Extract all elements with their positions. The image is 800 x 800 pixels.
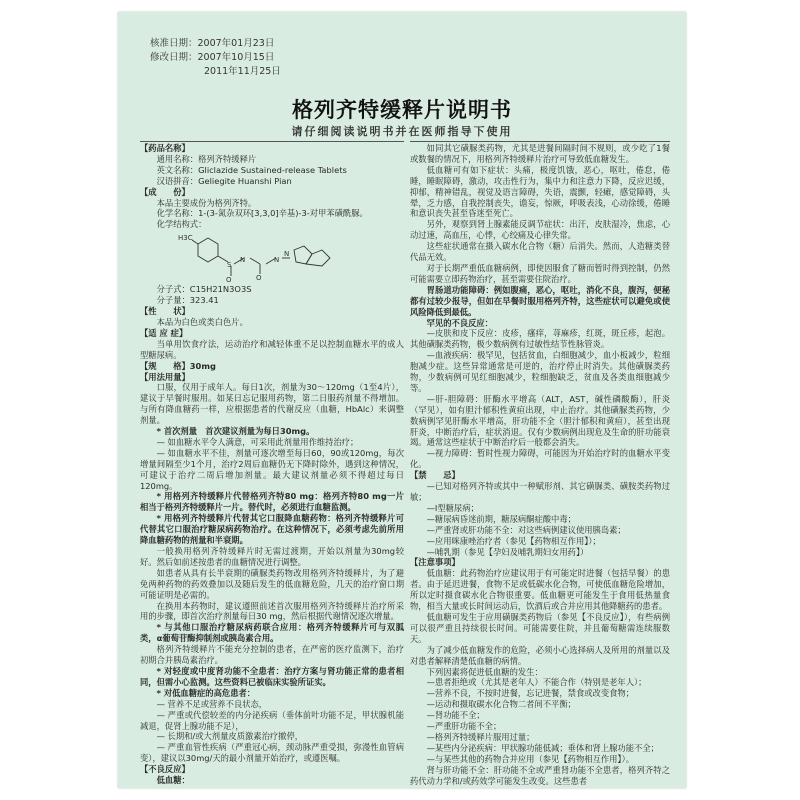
paragraph: 本品为白色或类白色片。 — [156, 316, 248, 327]
paragraph: — 严重血管性疾病（严重冠心病，颈动脉严重受损，弥漫性血管病变），建议以30mg/天的最小剂量开始治疗，或遵医嘱。 — [140, 742, 404, 764]
paragraph: 当单用饮食疗法，运动治疗和减轻体重不足以控制血糖水平的成人型糖尿病。 — [140, 338, 404, 360]
paragraph: 如同其它磺脲类药物，尤其是进餐间隔时间不规则，或少吃了1餐或数餐的情况下，用格列齐特缓释片治疗可导致低血糖发生。 — [410, 143, 670, 164]
svg-text:N: N — [284, 250, 290, 259]
paragraph: 对于长期严重低血糖病例，即使因服食了糖而暂时得到控制，仍然可能需要立即药物治疗，甚至需要住院治疗。 — [410, 262, 670, 284]
paragraph: —患者拒绝或（尤其是老年人）不能合作（特别是老年人）； — [426, 677, 647, 688]
section-heading: 【性 状】 — [140, 306, 190, 317]
section-heading: 【注意事项】 — [410, 557, 460, 568]
paragraph: —某些内分泌疾病：甲状腺功能低减；垂体和肾上腺功能不全； — [426, 742, 659, 753]
paragraph: 分子量：323.41 — [156, 295, 219, 306]
paragraph: * 对轻度或中度肾功能不全患者：治疗方案与肾功能正常的患者相同，但需小心监测。这些资料已被临床实验所证实。 — [140, 665, 404, 687]
paragraph: 英文名称：Gliclazide Sustained-release Tablets — [156, 164, 347, 175]
svg-text:O: O — [256, 274, 262, 283]
paragraph: —皮肤和皮下反应：皮疹，瘙痒，荨麻疹，红斑，斑丘疹，起泡。其他磺脲类药物，极少数病例有过敏性结节性脉管炎。 — [410, 328, 670, 350]
svg-text:N: N — [274, 256, 280, 265]
section-heading: 【不良反应】 — [140, 764, 190, 775]
paragraph: 另外，观察到肾上腺素能反调节症状：出汗，皮肤湿冷，焦虑，心动过速，高血压，心悸，心绞痛及心律失常。 — [410, 219, 670, 241]
revised-date: 修改日期：2007年10月15日 — [150, 52, 275, 63]
section-heading: 【规 格】30mg — [140, 360, 216, 371]
paragraph: — 营养不足或营养不良状态， — [156, 698, 268, 709]
paragraph: — 如血糖水平令人满意，可采用此剂量用作维持治疗； — [156, 436, 359, 447]
top-rule-right — [410, 141, 670, 142]
paragraph: * 用格列齐特缓释片代替格列齐特80 mg：格列齐特80 mg一片相当于格列齐特缓释片一片。替代时，必须进行血糖监测。 — [140, 491, 404, 513]
paragraph: —严重肾或肝功能不全：对这些病例建议使用胰岛素； — [426, 524, 626, 535]
svg-text:S: S — [227, 261, 232, 270]
paragraph: 格列齐特缓释片不能充分控制的患者，在严密的医疗监测下，治疗初期合并胰岛素治疗。 — [140, 644, 404, 666]
paragraph: * 用格列齐特缓释片代替其它口服降血糖药物：格列齐特缓释片可代替其它口服治疗糖尿病药物治疗。在这种情况下，必须考虑先前所用降血糖药物的剂量和半衰期。 — [140, 513, 404, 546]
paragraph: —严重肝功能不全； — [426, 721, 502, 732]
section-heading: 【药品名称】 — [140, 143, 190, 153]
chemical-structure — [140, 230, 404, 284]
paragraph: 罕见的不良反应： — [426, 317, 493, 328]
paragraph: 化学名称：1-(3-氮杂双环[3,3,0]辛基)-3-对甲苯磺酰脲。 — [156, 208, 368, 219]
paragraph: —肝-胆障碍：肝酶水平增高（ALT，AST，碱性磷酸酶），肝炎（罕见），如有胆汁郁积性黄疸出现，中止治疗。其他磺脲类药物，少数病例罕见肝酶水平增高，肝功能不全（胆汁郁积和黄疸），甚至出现肝炎，中断治疗后，症状消退。仅有少数病例出现危及生命的肝功能衰竭。通常这些症状于中断治疗后一般都会消失。 — [410, 393, 670, 448]
paragraph: — 长期和/或大剂量皮质激素治疗撤停， — [156, 731, 304, 742]
paragraph: 口服，仅用于成年人。每日1次，剂量为30～120mg（1至4片），建议于早餐时服用。如某日忘记服用药物，第二日服药剂量不得增加。与所有降血糖药一样，应根据患者的代谢反应（血糖，HbAlc）来调整剂量。 — [140, 382, 404, 426]
svg-text:N: N — [240, 256, 246, 265]
paragraph: 一般换用格列齐特缓释片时无需过渡期，开始以剂量为30mg较好。然后如前述按患者的血糖情况进行调整。 — [140, 546, 404, 567]
paragraph: —应用咪康唑治疗者（参见【药物相互作用】）； — [426, 535, 601, 546]
paragraph: 下列因素将促进低血糖的发生： — [426, 666, 543, 677]
paragraph: 通用名称：格列齐特缓释片 — [156, 153, 257, 164]
paragraph: 肾与肝功能不全：肝功能不全或严重肾功能不全患者，格列齐特之药代动力学和/或药效学可能发生改变。这些患者 — [410, 764, 670, 786]
paragraph: —I型糖尿病； — [426, 502, 479, 513]
left-column — [140, 140, 404, 786]
section-heading: 【成 份】 — [140, 186, 190, 197]
paragraph: 低血糖：此药物治疗应建议用于有可能定时进餐（包括早餐）的患者。由于延迟进餐，食物不足或低碳水化合物，可使低血糖危险增加，所以定时摄食碳水化合物很重要。低血糖更可能发生于食用低热量食物，相当大量或长时间运动后，饮酒后或合并应用其他降糖药的患者。 — [410, 568, 670, 612]
paragraph: 分子式：C15H21N3O3S — [156, 284, 252, 295]
section-heading: 【禁 忌】 — [410, 470, 460, 481]
leaflet-sheet — [118, 12, 686, 788]
paragraph: — 如血糖水平不佳，剂量可逐次增至每日60，90或120mg，每次增量间隔至少1个月，治疗2周后血糖仍无下降时除外，遇到这种情况，可建议于治疗二周后增加剂量。最大建议剂量必须不得超过每日120mg。 — [140, 447, 404, 491]
section-heading: 【适 应 症】 — [140, 327, 188, 338]
paragraph: 如患者从具有长半衰期的磺脲类药物改用格列齐特缓释片，为了避免两种药物的药效叠加以及随后发生的低血糖危险，几天的治疗窗口期可能证明是必需的。 — [140, 567, 404, 600]
paragraph: 在换用本药物时，建议遵照前述首次服用格列齐特缓释片治疗所采用的步骤，即首次治疗剂量每日30 mg，然后根据代谢情况逐次增量。 — [140, 600, 404, 622]
paragraph: 化学结构式： — [156, 219, 207, 230]
paragraph: 汉语拼音：Geliegite Huanshi Pian — [156, 175, 292, 186]
paragraph: —血液疾病：极罕见，包括贫血，白细胞减少，血小板减少，粒细胞减少症。这些异常通常是可逆的，治疗停止时消失。其他磺脲类药物，少数病例可见红细胞减少，粒细胞缺乏，贫血及各类血细胞减少等。 — [410, 350, 670, 393]
paragraph: —肾功能不全； — [426, 710, 485, 721]
paragraph: 低血糖可发生于应用磺脲类药物后（参见【不良反应】），有些病例可以很严重且持续很长时间。可能需要住院，并且葡萄糖需连续服数天。 — [410, 611, 670, 644]
paragraph: * 首次剂量 首次建议剂量为每日30mg。 — [156, 426, 315, 437]
svg-text:O: O — [226, 276, 232, 285]
paragraph: 为了减少低血糖发作的危险，必须小心选择病人及所用的剂量以及对患者解释清楚低血糖的病情。 — [410, 644, 670, 666]
top-rule-left — [140, 141, 404, 142]
svg-text:H3C: H3C — [178, 234, 193, 243]
paragraph: * 与其他口服治疗糖尿病药联合应用：格列齐特缓释片可与双胍类，α葡萄苷酶抑制剂或胰岛素合用。 — [140, 622, 404, 644]
paragraph: * 对低血糖症的高危患者： — [156, 687, 256, 698]
paragraph: —格列齐特缓释片服用过量； — [426, 731, 535, 742]
page-subtitle: 请仔细阅读说明书并在医师指导下使用 — [291, 125, 513, 138]
paragraph: —已知对格列齐特或其中一种赋形剂、其它磺脲类、磺胺类药物过敏； — [410, 481, 670, 502]
paragraph: —糖尿病昏迷前期，糖尿病酮症酸中毒； — [426, 513, 576, 524]
paragraph: 本品主要成份为格列齐特。 — [156, 197, 257, 208]
approved-date: 核准日期：2007年01月23日 — [150, 38, 275, 49]
section-heading: 【用法用量】 — [140, 371, 190, 382]
right-column — [410, 140, 670, 786]
paragraph: —运动和摄取碳水化合物二者间不平衡； — [426, 699, 576, 710]
paragraph: 低血糖： — [156, 775, 190, 786]
paragraph: 胃肠道功能障碍：例如腹痛，恶心，呕吐，消化不良，腹泻，便秘都有过较少报导，但如在早餐时服用格列齐特，这些症状可以避免或使风险降低到最低。 — [410, 284, 670, 317]
paragraph: 这些症状通常在摄入碳水化合物（糖）后消失。然而，人造糖类替代品无效。 — [410, 241, 670, 263]
page-title: 格列齐特缓释片说明书 — [292, 98, 512, 122]
paragraph: 低血糖可有如下症状：头痛，极度饥饿，恶心，呕吐，倦怠，倦睡，睡眠障碍，激动，攻击性行为，集中力和注意力下降，反应迟缓，抑郁，精神错乱，视觉及语言障碍，失语，震颤，轻瘫，感觉障碍，头晕，乏力感，自我控制丧失，谵妄，惊厥，呼吸表浅，心动徐缓，倦睡和意识丧失甚至昏迷至死亡。 — [410, 164, 670, 219]
paragraph: —与某些其他的药物合并应用（参见【药物相互作用】）。 — [426, 753, 635, 764]
structure-diagram-icon — [176, 230, 346, 284]
paragraph: —营养不良，不按时进餐，忘记进餐，禁食或改变食物； — [426, 688, 635, 699]
paragraph: —哺乳期（参见【孕妇及哺乳期妇女用药】） — [426, 546, 589, 557]
paragraph: — 严重或代偿较差的内分泌疾病（垂体前叶功能不足，甲状腺机能减退，促肾上腺功能不足）， — [140, 709, 404, 731]
meta-dates — [150, 37, 281, 79]
revised-date-2: 2011年11月25日 — [204, 66, 281, 77]
paragraph: —视力障碍：暂时性视力障碍，可能因为开始治疗时的血糖水平变化。 — [410, 448, 670, 470]
